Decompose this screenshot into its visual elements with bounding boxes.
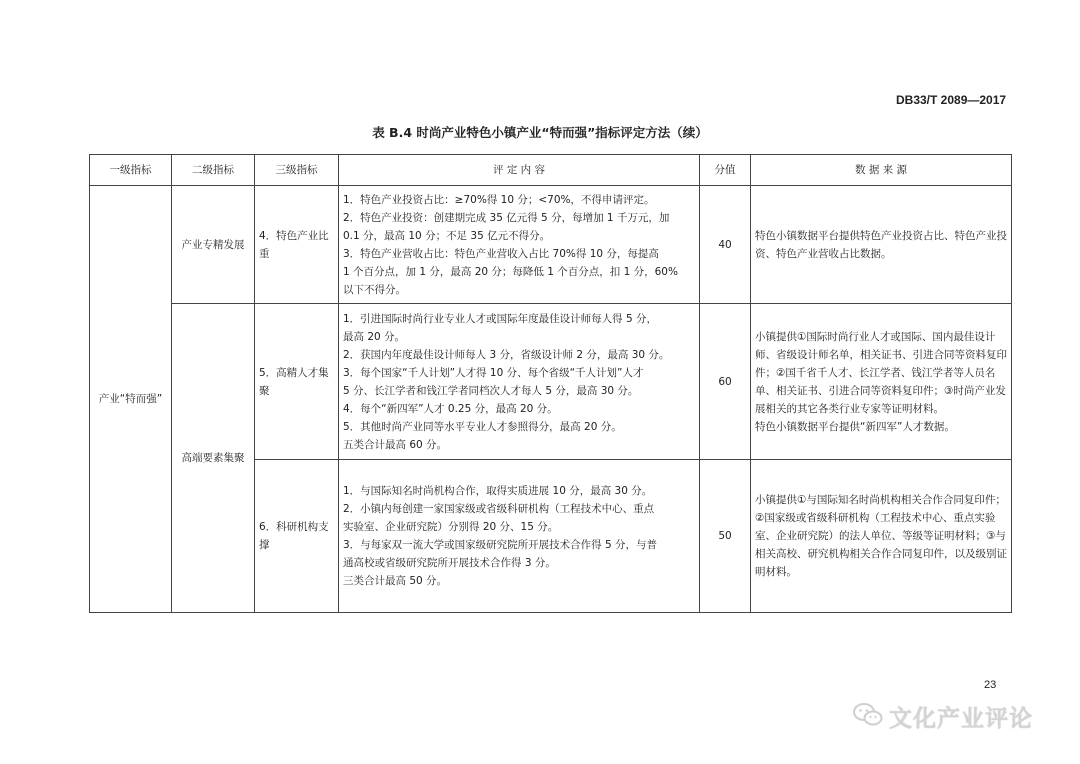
- content-cell: [339, 304, 700, 460]
- content-line: 1 个百分点，加 1 分，最高 20 分；每降低 1 个百分点，扣 1 分，60%: [343, 265, 678, 278]
- header-level2: 二级指标: [172, 155, 255, 186]
- source-text: 小镇提供①国际时尚行业人才或国际、国内最佳设计师、省级设计师名单，相关证书、引进合同等资料复印件；②国千省千人才、长江学者、钱江学者等人员名单、相关证书、引进合同等资料复印件；③时尚产业发展相关的其它各类行业专家等证明材料。: [755, 330, 1007, 415]
- header-source: 数 据 来 源: [751, 155, 1012, 186]
- source-cell: [751, 186, 1012, 304]
- header-level1: 一级指标: [90, 155, 172, 186]
- source-text: 特色小镇数据平台提供特色产业投资占比、特色产业投资、特色产业营收占比数据。: [755, 229, 1007, 260]
- content-line: 三类合计最高 50 分。: [343, 575, 448, 587]
- source-cell: [751, 304, 1012, 460]
- level3-cell: 4．特色产业比重: [255, 186, 339, 304]
- page-number: 23: [984, 679, 997, 691]
- table-title: 表 B.4 时尚产业特色小镇产业“特而强”指标评定方法（续）: [372, 125, 708, 140]
- level3-cell: 5．高精人才集聚: [255, 304, 339, 460]
- content-line: 实验室、企业研究院）分别得 20 分、15 分。: [343, 521, 559, 533]
- content-line: 通高校或省级研究院所开展技术合作得 3 分。: [343, 557, 556, 569]
- evaluation-table: [89, 154, 1012, 613]
- content-line: 5．其他时尚产业同等水平专业人才参照得分，最高 20 分。: [343, 420, 622, 433]
- table-row: [90, 304, 1012, 460]
- content-line: 0.1 分，最高 10 分；不足 35 亿元不得分。: [343, 229, 551, 242]
- header-score: 分值: [700, 155, 751, 186]
- content-line: 最高 20 分。: [343, 330, 406, 343]
- level3-cell: 6．科研机构支撑: [255, 460, 339, 613]
- source-text-extra: 特色小镇数据平台提供“新四军”人才数据。: [755, 420, 955, 433]
- table-header-row: [90, 155, 1012, 186]
- header-level3: 三级指标: [255, 155, 339, 186]
- content-line: 1．引进国际时尚行业专业人才或国际年度最佳设计师每人得 5 分，: [343, 312, 658, 325]
- score-cell: 50: [700, 460, 751, 613]
- content-line: 1．与国际知名时尚机构合作，取得实质进展 10 分，最高 30 分。: [343, 485, 653, 497]
- content-cell: [339, 186, 700, 304]
- level2-cell: 高端要素集聚: [172, 304, 255, 613]
- evaluation-table-container: [89, 154, 1011, 613]
- content-line: 2．获国内年度最佳设计师每人 3 分，省级设计师 2 分，最高 30 分。: [343, 348, 670, 361]
- score-cell: 60: [700, 304, 751, 460]
- header-content: 评 定 内 容: [339, 155, 700, 186]
- source-text: 小镇提供①与国际知名时尚机构相关合作合同复印件；②国家级或省级科研机构（工程技术中心、重点实验室、企业研究院）的法人单位、等级等证明材料；③与相关高校、研究机构相关合作合同复印件，以及级别证明材料。: [755, 494, 1007, 578]
- document-code: DB33/T 2089—2017: [896, 93, 1007, 107]
- source-cell: [751, 460, 1012, 613]
- content-line: 3．每个国家“千人计划”人才得 10 分、每个省级“千人计划”人才: [343, 366, 644, 379]
- level2-cell: 产业专精发展: [172, 186, 255, 304]
- wechat-icon: [853, 702, 883, 732]
- content-line: 五类合计最高 60 分。: [343, 438, 448, 451]
- watermark: [853, 700, 1033, 733]
- content-line: 5 分、长江学者和钱江学者同档次人才每人 5 分，最高 30 分。: [343, 384, 639, 397]
- content-line: 3．特色产业营收占比：特色产业营收入占比 70%得 10 分，每提高: [343, 247, 659, 260]
- content-line: 2．特色产业投资：创建期完成 35 亿元得 5 分，每增加 1 千万元，加: [343, 211, 670, 224]
- watermark-text: 文化产业评论: [889, 706, 1033, 732]
- content-line: 2．小镇内每创建一家国家级或省级科研机构（工程技术中心、重点: [343, 503, 655, 515]
- table-row: [90, 186, 1012, 304]
- content-cell: [339, 460, 700, 613]
- content-line: 3．与每家双一流大学或国家级研究院所开展技术合作得 5 分，与普: [343, 539, 658, 551]
- content-line: 1．特色产业投资占比：≥70%得 10 分；<70%，不得申请评定。: [343, 193, 655, 206]
- level1-cell: 产业“特而强”: [90, 186, 172, 613]
- content-line: 4．每个“新四军”人才 0.25 分，最高 20 分。: [343, 402, 558, 415]
- score-cell: 40: [700, 186, 751, 304]
- content-line: 以下不得分。: [343, 283, 406, 296]
